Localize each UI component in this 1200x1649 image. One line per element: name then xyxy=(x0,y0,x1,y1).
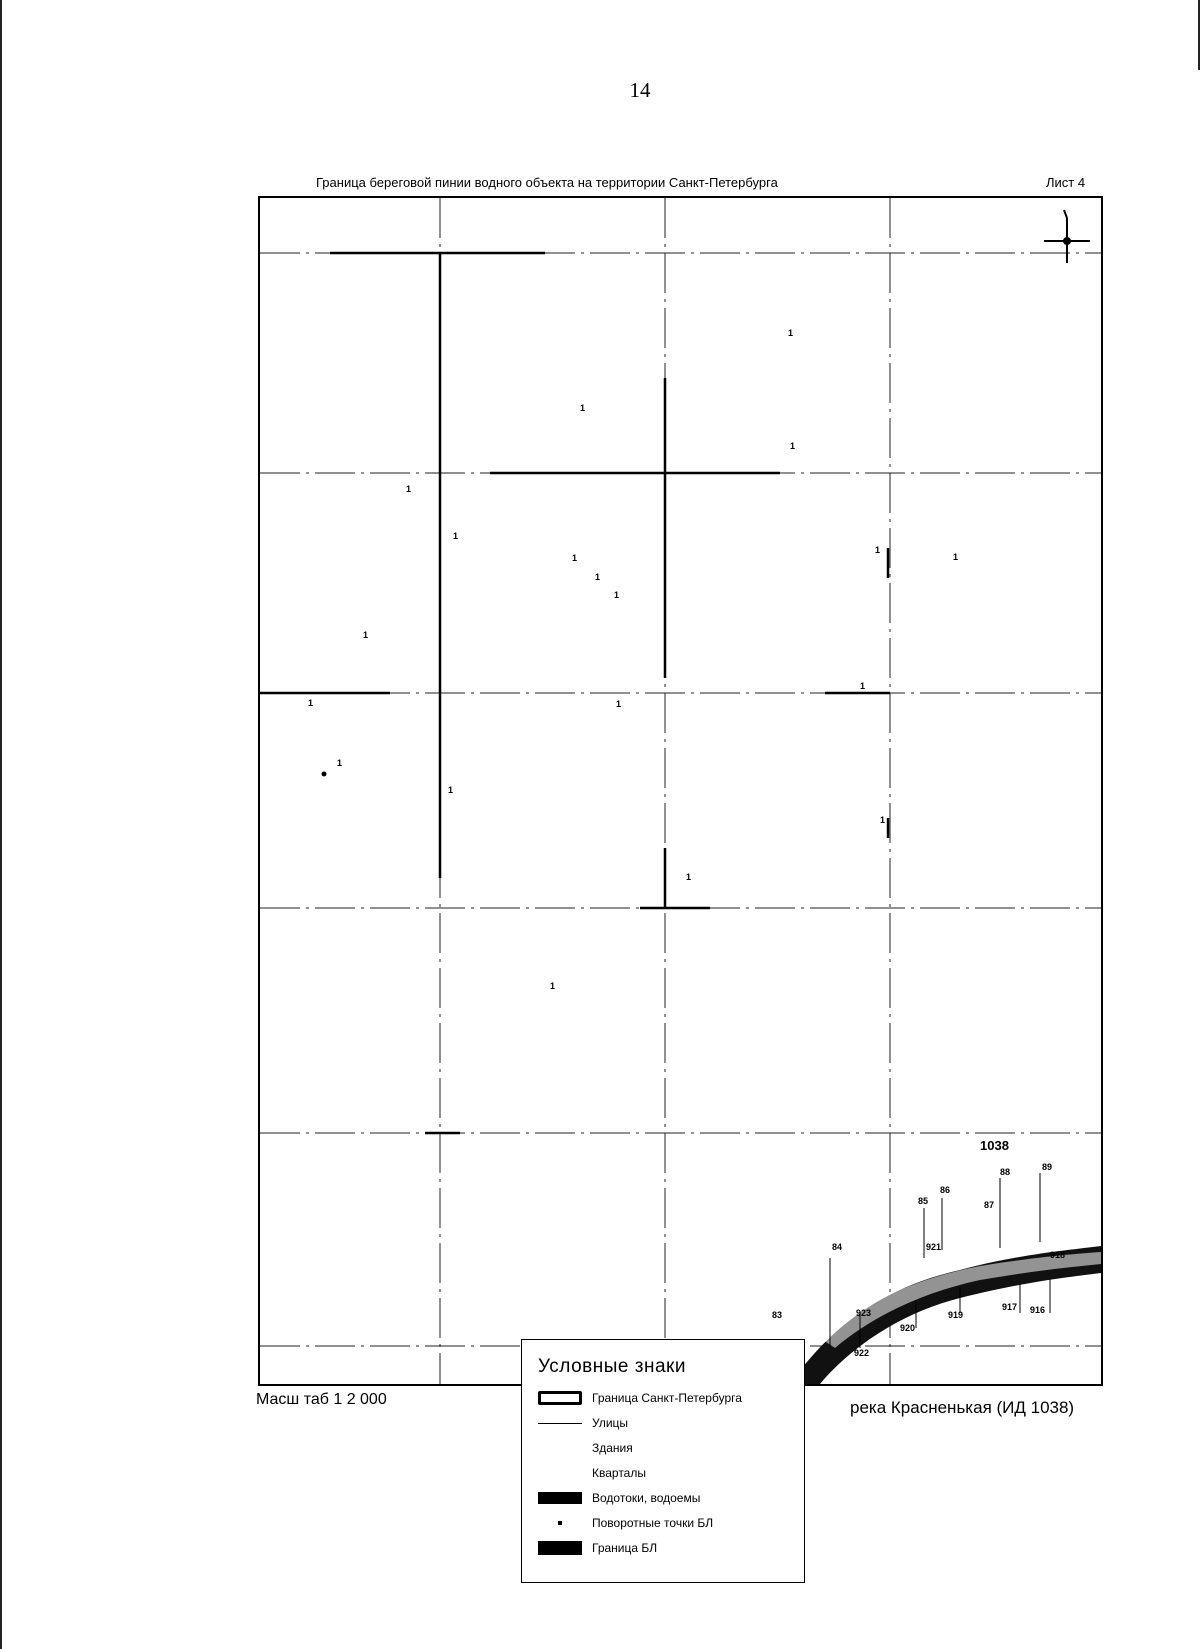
svg-text:84: 84 xyxy=(832,1242,843,1252)
svg-text:918: 918 xyxy=(1050,1250,1066,1260)
river-krasnenkaya xyxy=(760,1173,1101,1384)
svg-text:85: 85 xyxy=(918,1196,929,1206)
svg-text:1: 1 xyxy=(453,531,459,541)
grid-crosses xyxy=(260,253,890,1346)
shoreline-boundary-icon xyxy=(536,1540,584,1556)
svg-text:919: 919 xyxy=(948,1310,964,1320)
svg-text:917: 917 xyxy=(1002,1302,1018,1312)
sheet-number: Лист 4 xyxy=(1046,175,1086,190)
legend-label: Поворотные точки БЛ xyxy=(592,1516,714,1530)
building-labels xyxy=(308,328,958,991)
block-icon xyxy=(536,1465,584,1481)
svg-text:1: 1 xyxy=(406,484,412,494)
svg-text:923: 923 xyxy=(856,1308,872,1318)
svg-text:1: 1 xyxy=(448,785,454,795)
water-icon xyxy=(536,1490,584,1506)
svg-text:1: 1 xyxy=(790,441,796,451)
page-number: 14 xyxy=(629,78,651,102)
coordinate-grid xyxy=(260,198,1101,1384)
legend-item-turning-points xyxy=(536,1513,713,1533)
svg-text:1: 1 xyxy=(595,572,601,582)
legend-label: Водотоки, водоемы xyxy=(592,1491,701,1505)
legend-item-water xyxy=(536,1488,700,1508)
svg-text:921: 921 xyxy=(926,1242,942,1252)
legend-item-streets xyxy=(536,1413,628,1433)
svg-text:920: 920 xyxy=(900,1323,916,1333)
map-legend xyxy=(521,1339,805,1583)
svg-text:1: 1 xyxy=(860,681,866,691)
city-boundary-icon xyxy=(536,1390,584,1406)
svg-text:1: 1 xyxy=(788,328,794,338)
svg-text:1: 1 xyxy=(580,403,586,413)
svg-text:1: 1 xyxy=(614,590,620,600)
map-title: Граница береговой пинии водного объекта на территории Санкт-Петербурга xyxy=(316,175,778,190)
turning-point-icon xyxy=(536,1515,584,1531)
svg-text:88: 88 xyxy=(1000,1167,1011,1177)
building-icon xyxy=(536,1440,584,1456)
svg-text:87: 87 xyxy=(984,1200,995,1210)
legend-item-buildings xyxy=(536,1438,633,1458)
legend-item-shoreline xyxy=(536,1538,657,1558)
legend-label: Граница БЛ xyxy=(592,1541,658,1555)
svg-text:1: 1 xyxy=(953,552,959,562)
turning-point-labels xyxy=(772,1138,1065,1360)
legend-item-blocks xyxy=(536,1463,646,1483)
svg-text:916: 916 xyxy=(1030,1305,1046,1315)
legend-label: Кварталы xyxy=(592,1466,646,1480)
svg-text:89: 89 xyxy=(1042,1162,1053,1172)
svg-text:1: 1 xyxy=(686,872,692,882)
legend-label: Здания xyxy=(592,1441,633,1455)
svg-text:1: 1 xyxy=(875,545,881,555)
legend-item-city-boundary xyxy=(536,1388,742,1408)
scan-edge-left xyxy=(0,0,2,1649)
legend-label: Улицы xyxy=(592,1416,629,1430)
svg-text:1: 1 xyxy=(880,815,886,825)
river-name: река Красненькая (ИД 1038) xyxy=(850,1398,1075,1417)
svg-text:1038: 1038 xyxy=(980,1138,1009,1153)
north-arrow-icon xyxy=(1044,210,1090,263)
svg-text:1: 1 xyxy=(550,981,556,991)
svg-text:83: 83 xyxy=(772,1310,783,1320)
legend-title: Условные знаки xyxy=(538,1356,686,1377)
svg-text:1: 1 xyxy=(337,758,343,768)
svg-text:86: 86 xyxy=(940,1185,951,1195)
street-line-icon xyxy=(536,1415,584,1431)
building-marker xyxy=(322,772,327,777)
svg-text:922: 922 xyxy=(854,1348,870,1358)
svg-text:1: 1 xyxy=(616,699,622,709)
svg-text:1: 1 xyxy=(308,698,314,708)
map-canvas xyxy=(260,198,1101,1384)
map-scale: Масш таб 1 2 000 xyxy=(256,1391,387,1408)
legend-label: Граница Санкт-Петербурга xyxy=(592,1391,742,1405)
svg-text:1: 1 xyxy=(572,553,578,563)
svg-text:1: 1 xyxy=(363,630,369,640)
